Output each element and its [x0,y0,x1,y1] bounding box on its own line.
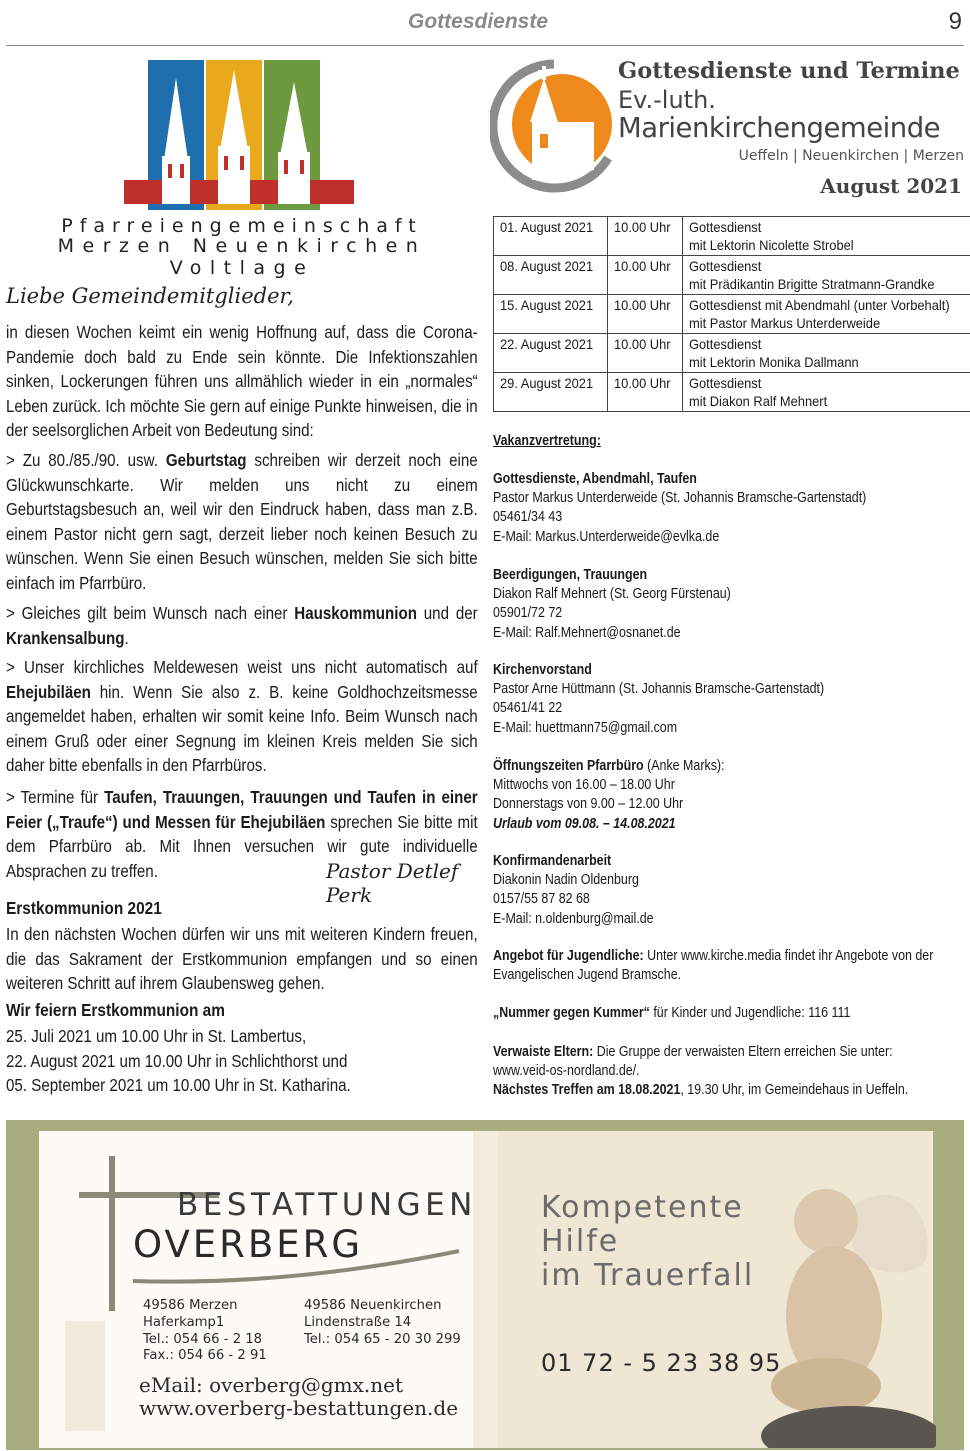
page-number: 9 [948,8,962,35]
marienkirche-logo [490,58,618,198]
marienkirche-month: August 2021 [820,174,962,198]
ad-title-bestattungen: BESTATTUNGEN [177,1187,477,1223]
header-rule [6,45,964,46]
letter-paragraph-ehejubilaeen: > Unser kirchliches Meldewesen weist uns nicht automatisch auf Ehejubiläen hin. Wenn Sie also z. B. keine Goldhochzeitsmesse angemeldet haben, erhalten wir somit keine Info. Beim Wunsch nach einem Gruß oder einer Segnung im kleinen Kreis melden Sie sich daher bitte ebenfalls in den Pfarrbüros. [6,657,478,776]
pfarreiengemeinschaft-logo [124,60,354,210]
service-date: 15. August 2021 [500,297,594,313]
marienkirche-places: Ueffeln | Neuenkirchen | Merzen [738,148,964,164]
vakanz-heading: Vakanzvertretung: [493,433,601,449]
service-leader: mit Pastor Markus Unterderweide [688,315,880,331]
info-eltern: Verwaiste Eltern: Die Gruppe der verwaisten Eltern erreichen Sie unter: www.veid-os-nordland.de/. Nächstes Treffen am 18.08.2021, 19.30 Uhr, im Gemeindehaus in Ueffeln. [493,1043,963,1101]
erstkommunion-dates [6,1024,478,1098]
service-date: 29. August 2021 [500,375,594,391]
letter-paragraph-hauskommunion: > Gleiches gilt beim Wunsch nach einer Hauskommunion und der Krankensalbung. [6,603,478,648]
info-phone: 0157/55 87 82 68 [493,891,590,908]
info-kirchenvorstand [493,661,963,738]
info-phone: 05461/34 43 [493,509,563,526]
info-email[interactable]: E-Mail: n.oldenburg@mail.de [493,910,654,927]
ad-email[interactable]: eMail: overberg@gmx.net [139,1373,404,1397]
erstkommunion-title: Erstkommunion 2021 [6,898,162,918]
service-date: 08. August 2021 [500,258,594,274]
marienkirche-title: Gottesdienste und Termine [618,58,960,84]
letter-paragraph-intro: in diesen Wochen keimt ein wenig Hoffnung auf, dass die Corona-Pandemie doch bald zu Ende sein könnte. Die Infektionszahlen sinken, Lockerungen führen uns allmählich wieder in ein „normales“ Leben zurück. Ich möchte Sie gern auf einige Punkte hinweisen, die in der seelsorglichen Arbeit von Bedeutung sind: [6,322,478,441]
info-email[interactable]: E-Mail: huettmann75@gmail.com [493,719,678,736]
service-type: Gottesdienst [688,219,762,235]
letter-paragraph-termine: > Termine für Taufen, Trauungen, Trauungen und Taufen in einer Feier („Traufe“) und Messen für Ehejubiläen sprechen Sie bitte mit dem Pfarrbüro ab. Mit Ihnen versuchen wir gute individuelle Absprachen zu treffen. [6,787,478,881]
info-line: Diakon Ralf Mehnert (St. Georg Fürstenau) [493,586,731,603]
pfarreiengemeinschaft-title: Pfarreiengemeinschaft [61,215,423,237]
info-heading: Öffnungszeiten Pfarrbüro [493,758,644,774]
info-link[interactable]: www.veid-os-nordland.de/. [493,1063,640,1080]
erstkommunion-date: 25. Juli 2021 um 10.00 Uhr in St. Lambertus, [6,1026,307,1046]
letter-salutation: Liebe Gemeindemitglieder, [6,284,294,308]
ad-slogan: Kompetente Hilfe im Trauerfall [541,1190,755,1293]
service-time: 10.00 Uhr [614,297,671,313]
info-vacation: Urlaub vom 09.08. – 14.08.2021 [493,815,676,832]
ad-phone: 01 72 - 5 23 38 95 [541,1349,782,1377]
service-time: 10.00 Uhr [614,219,671,235]
info-line: Pastor Arne Hüttmann (St. Johannis Bramsche-Gartenstadt) [493,681,825,698]
service-time: 10.00 Uhr [614,336,671,352]
section-title: Gottesdienste [408,10,549,33]
page-header [0,0,970,46]
info-line: Diakonin Nadin Oldenburg [493,872,639,889]
ad-company-box [39,1131,477,1448]
service-leader: mit Lektorin Nicolette Strobel [688,237,854,253]
table-row [494,334,970,373]
erstkommunion-subtitle: Wir feiern Erstkommunion am [6,1000,225,1020]
ad-slogan-box [498,1131,931,1448]
ad-address-neuenkirchen: 49586 Neuenkirchen Lindenstraße 14 Tel.: 054 65 - 20 30 299 [304,1298,461,1347]
info-heading: Konfirmandenarbeit [493,853,612,869]
service-leader: mit Prädikantin Brigitte Stratmann-Grandke [688,276,935,292]
service-date: 01. August 2021 [500,219,594,235]
info-phone: 05901/72 72 [493,605,563,622]
service-type: Gottesdienst [688,258,762,274]
info-oeffnungszeiten: Öffnungszeiten Pfarrbüro (Anke Marks): Mittwochs von 16.00 – 18.00 Uhr Donnerstags von 9.00 – 12.00 Uhr Urlaub vom 09.08. – 14.08.2021 [493,757,963,834]
pfarreiengemeinschaft-places: Merzen Neuenkirchen Voltlage [57,235,427,279]
marienkirche-denomination: Ev.-luth. [618,86,716,114]
erstkommunion-date: 05. September 2021 um 10.00 Uhr in St. Katharina. [6,1075,351,1096]
info-phone: 05461/41 22 [493,700,563,717]
info-gottesdienste [493,470,963,547]
ad-title-overberg: OVERBERG [133,1223,364,1266]
info-heading: Beerdigungen, Trauungen [493,567,648,583]
service-type: Gottesdienst [688,375,762,391]
service-time: 10.00 Uhr [614,375,671,391]
info-email[interactable]: E-Mail: Markus.Unterderweide@evlka.de [493,528,720,545]
info-email[interactable]: E-Mail: Ralf.Mehnert@osnanet.de [493,624,681,641]
info-line: Pastor Markus Unterderweide (St. Johannis Bramsche-Gartenstadt) [493,490,867,507]
info-jugend: Angebot für Jugendliche: Unter www.kirche.media findet ihr Angebote von der Evangelischen Jugend Bramsche. [493,948,934,984]
ad-address-merzen: 49586 Merzen Haferkamp1 Tel.: 054 66 - 2 18 Fax.: 054 66 - 2 91 [143,1298,267,1364]
table-row [494,256,970,295]
service-leader: mit Lektorin Monika Dallmann [688,354,859,370]
info-kummer: „Nummer gegen Kummer“ für Kinder und Jugendliche: 116 111 [493,1005,851,1021]
service-type: Gottesdienst mit Abendmahl (unter Vorbehalt) [688,297,950,313]
services-table [493,216,970,412]
info-konfirmanden [493,852,963,929]
info-heading: Kirchenvorstand [493,662,592,678]
table-row [494,373,970,412]
service-leader: mit Diakon Ralf Mehnert [688,393,827,409]
marienkirche-name: Marienkirchengemeinde [618,112,941,144]
info-heading: Gottesdienste, Abendmahl, Taufen [493,471,697,487]
angel-statue-image [756,1151,936,1448]
service-time: 10.00 Uhr [614,258,671,274]
info-beerdigungen [493,566,963,643]
letter-signature: Pastor Detlef Perk [326,859,459,907]
service-type: Gottesdienst [688,336,762,352]
ad-website[interactable]: www.overberg-bestattungen.de [139,1396,459,1420]
table-row [494,295,970,334]
table-row [494,217,970,256]
letter-paragraph-birthday: > Zu 80./85./90. usw. Geburtstag schreiben wir derzeit noch eine Glückwunschkarte. Wir melden uns nicht zu einem Geburtstagsbesuch an, weil wir den Eindruck haben, dass man z.B. einem Pastor nicht gern sagt, derzeit lieber noch keinen Besuch zu wünschen. Wenn Sie einen Besuch wünschen, melden Sie sich bitte einfach im Pfarrbüro. [6,450,478,593]
erstkommunion-date: 22. August 2021 um 10.00 Uhr in Schlichthorst und [6,1050,348,1071]
erstkommunion-text: In den nächsten Wochen dürfen wir uns mit weiteren Kindern freuen, die das Sakrament der Erstkommunion empfangen und so einen weiteren Schritt auf ihrem Glaubensweg gehen. [6,924,478,994]
info-line: Mittwochs von 16.00 – 18.00 Uhr [493,777,675,794]
info-line: Donnerstags von 9.00 – 12.00 Uhr [493,796,684,813]
ad-panel [39,1131,933,1448]
advertisement-overberg [6,1120,964,1450]
service-date: 22. August 2021 [500,336,594,352]
